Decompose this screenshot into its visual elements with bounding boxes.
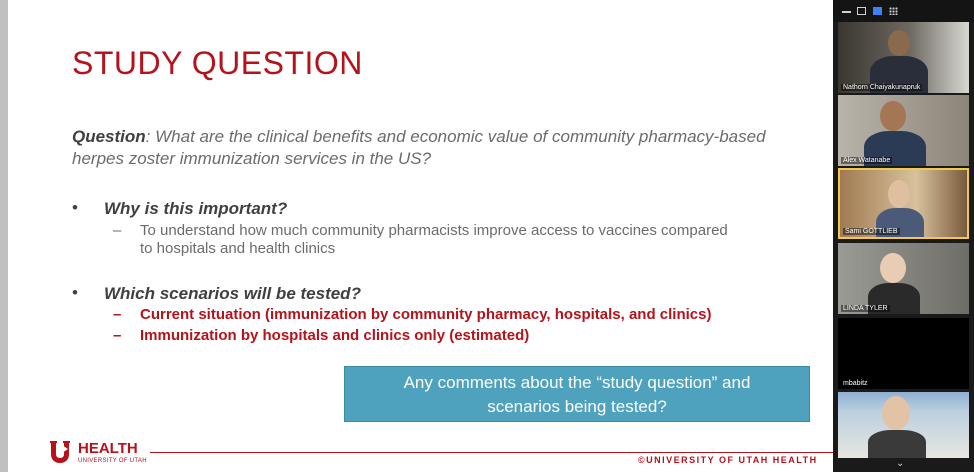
scenario-text: Current situation (immunization by community pharmacy, hospitals, and clinics) — [140, 306, 712, 323]
comments-callout — [344, 366, 810, 422]
participant-name: LINDA TYLER — [843, 305, 888, 312]
speaker-view-icon[interactable] — [873, 7, 882, 15]
bullet-marker: • — [72, 198, 78, 217]
gallery-view-icon[interactable] — [889, 7, 898, 15]
participant-name: mbabitz — [843, 380, 868, 387]
study-question — [72, 126, 792, 170]
sub-text: to hospitals and health clinics — [140, 240, 336, 257]
callout-line-2: scenarios being tested? — [487, 397, 667, 416]
logo-subtext: UNIVERSITY OF UTAH — [78, 458, 147, 464]
participant-video-tile-active[interactable] — [838, 168, 969, 239]
sub-text: To understand how much community pharmacists improve access to vaccines compared — [140, 222, 728, 239]
participant-name: Alex Watanabe — [843, 157, 891, 164]
question-text: : What are the clinical benefits and economic value of community pharmacy-based herpes zoster immunization services in the US? — [72, 127, 766, 168]
participant-video-tile[interactable] — [838, 22, 969, 93]
participant-video-tile[interactable] — [838, 243, 969, 314]
participant-video-tile[interactable] — [838, 318, 969, 389]
chevron-down-icon[interactable]: ⌄ — [896, 458, 905, 469]
logo-health-text: HEALTH — [78, 440, 138, 457]
scenario-text: Immunization by hospitals and clinics only (estimated) — [140, 327, 530, 344]
bullet-marker: • — [72, 283, 78, 302]
question-label: Question — [72, 127, 146, 146]
slide-edge — [0, 0, 8, 472]
bullet-label: Why is this important? — [104, 199, 288, 218]
gallery-toolbar — [833, 0, 974, 22]
bullet-label: Which scenarios will be tested? — [104, 284, 361, 303]
view-mode-icon[interactable] — [857, 7, 866, 15]
block-u-logo-icon — [48, 439, 72, 465]
slide-title: STUDY QUESTION — [72, 45, 363, 81]
footer-divider — [150, 452, 833, 453]
participant-name: Nathorn Chaiyakunapruk — [843, 84, 921, 91]
participant-video-tile[interactable] — [838, 392, 969, 458]
video-gallery-panel — [833, 0, 974, 472]
callout-line-1: Any comments about the “study question” and — [403, 373, 751, 392]
sub-marker: – — [113, 327, 122, 344]
university-health-logo — [48, 439, 148, 469]
sub-marker: – — [113, 222, 122, 239]
participant-video-tile[interactable] — [838, 95, 969, 166]
minimize-icon[interactable] — [842, 11, 851, 13]
participant-name: Sami GOTTLIEB — [845, 228, 898, 235]
copyright-text: ©UNIVERSITY OF UTAH HEALTH — [638, 455, 818, 465]
sub-marker: – — [113, 306, 122, 323]
